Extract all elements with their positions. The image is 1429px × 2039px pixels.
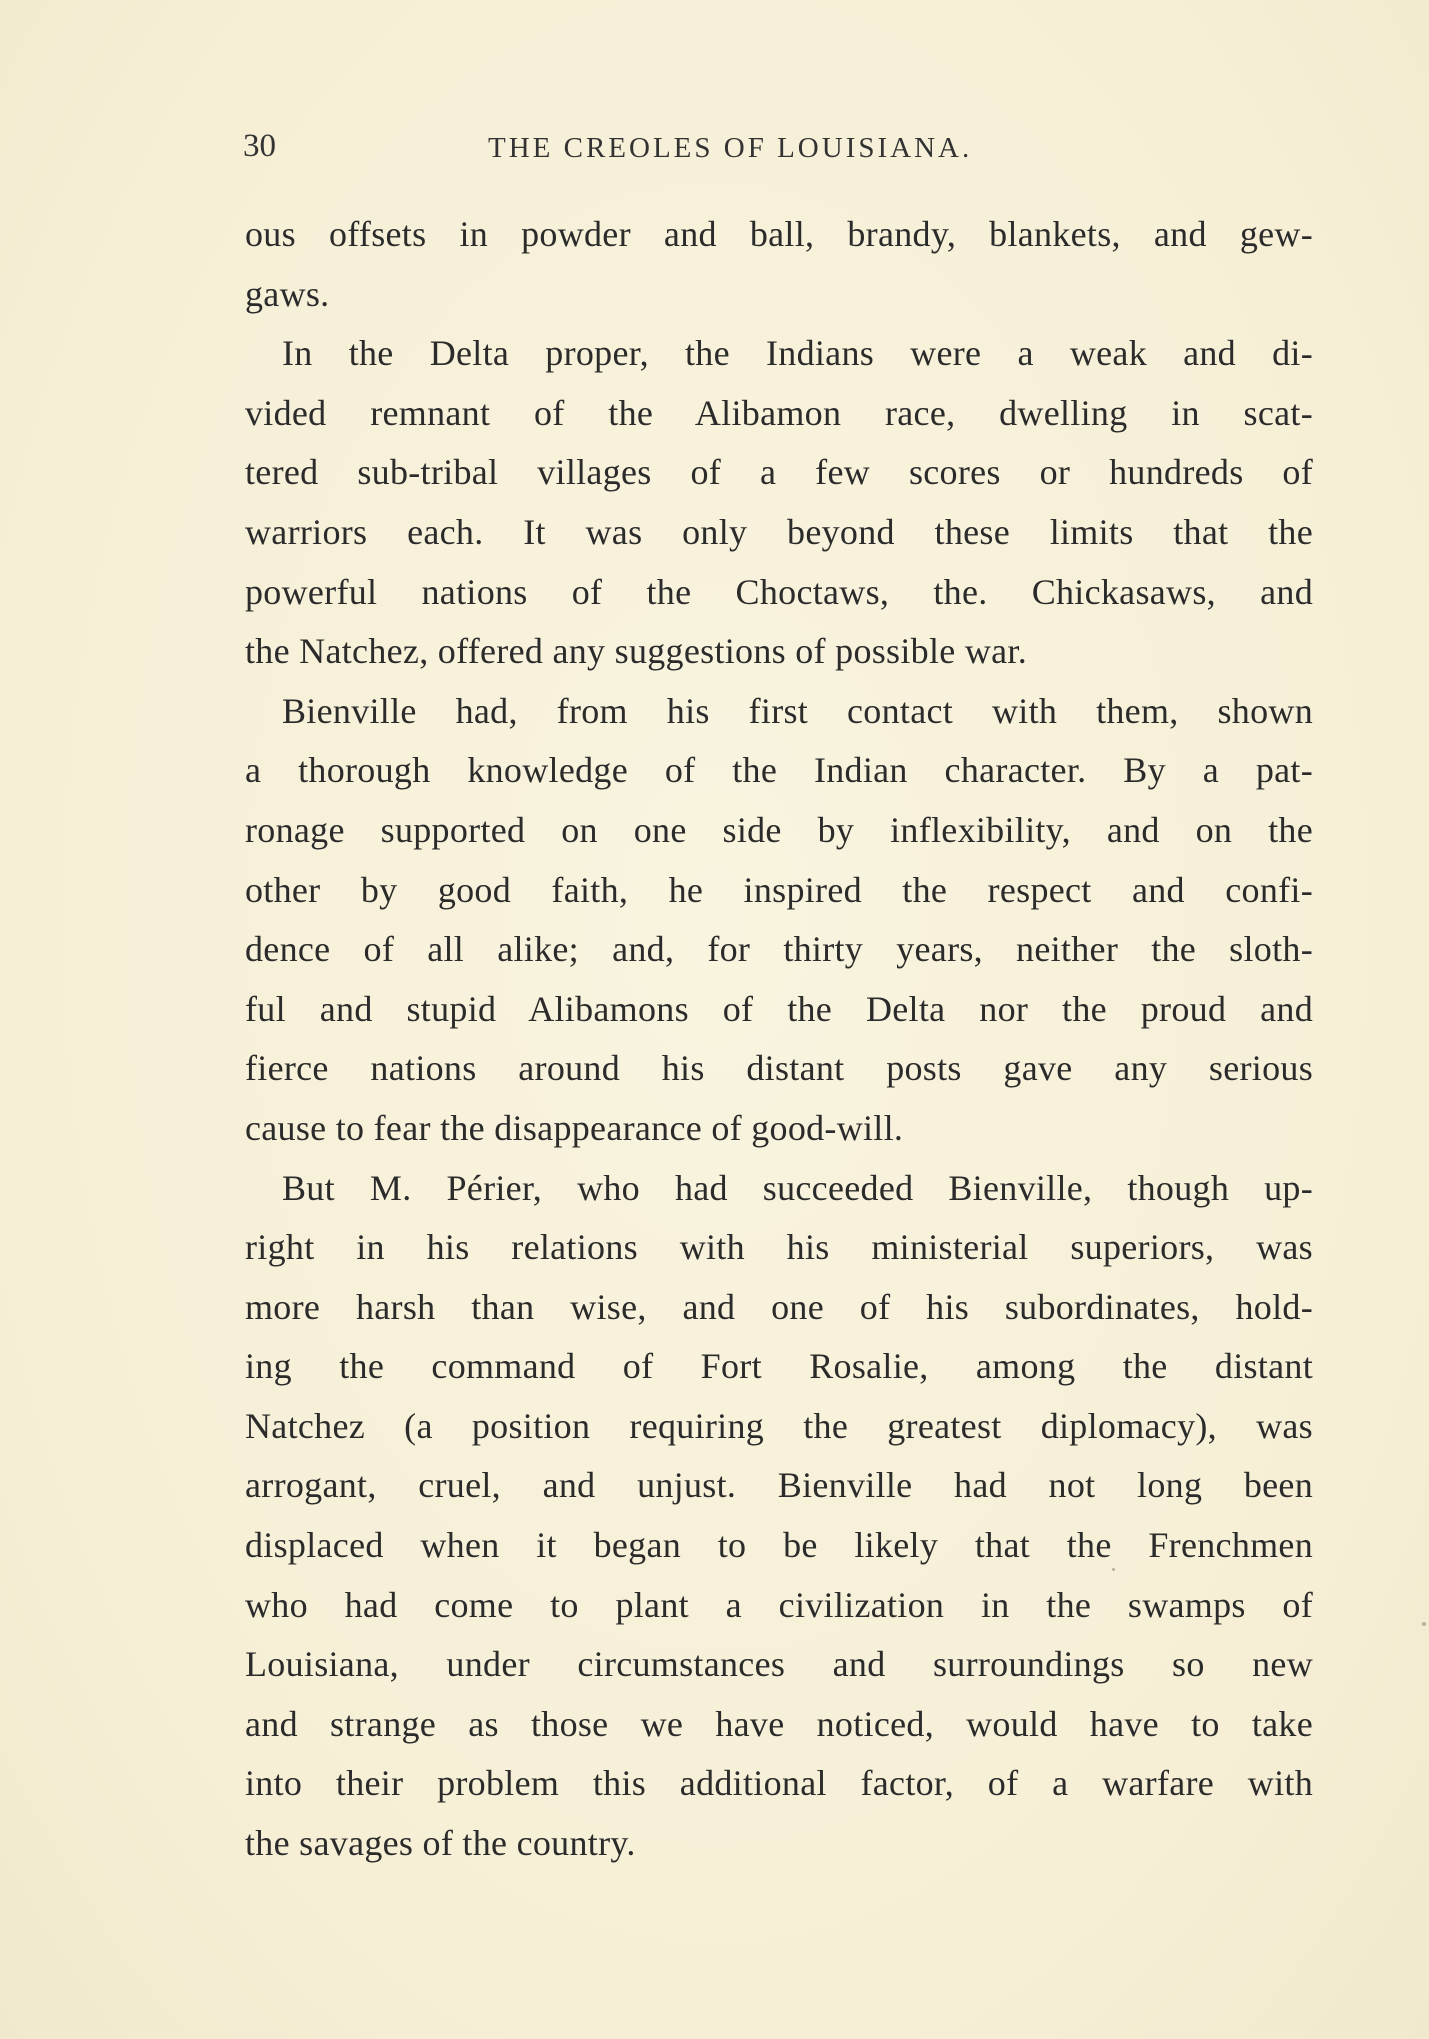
text-line: ous offsets in powder and ball, brandy, blankets, and gew- xyxy=(245,214,1313,254)
text-line: who had come to plant a civilization in the swamps of xyxy=(245,1584,1313,1625)
text-line: and strange as those we have noticed, would have to take xyxy=(245,1703,1313,1744)
text-line: ing the command of Fort Rosalie, among the distant xyxy=(245,1346,1313,1387)
paper-speck xyxy=(1422,1622,1426,1626)
text-line: ful and stupid Alibamons of the Delta nor the proud and xyxy=(245,988,1313,1029)
paper-speck xyxy=(1112,1568,1115,1571)
body-text xyxy=(245,205,1313,1874)
text-line: In the Delta proper, the Indians were a weak and di- xyxy=(282,333,1313,374)
text-line: other by good faith, he inspired the respect and confi- xyxy=(245,869,1313,910)
text-line: fierce nations around his distant posts gave any serious xyxy=(245,1048,1313,1089)
text-line: tered sub-tribal villages of a few scores or hundreds of xyxy=(245,452,1313,493)
text-line: displaced when it began to be likely that the Frenchmen xyxy=(245,1525,1313,1566)
text-line: cause to fear the disappearance of good-will. xyxy=(245,1107,904,1148)
text-line: gaws. xyxy=(245,273,330,314)
text-line: the savages of the country. xyxy=(245,1823,636,1864)
text-line: ronage supported on one side by inflexibility, and on the xyxy=(245,809,1313,850)
text-line: arrogant, cruel, and unjust. Bienville had not long been xyxy=(245,1465,1313,1506)
text-line: warriors each. It was only beyond these limits that the xyxy=(245,511,1313,552)
text-line: But M. Périer, who had succeeded Bienville, though up- xyxy=(282,1167,1313,1208)
text-line: powerful nations of the Choctaws, the. Chickasaws, and xyxy=(245,571,1313,612)
text-line: more harsh than wise, and one of his subordinates, hold- xyxy=(245,1286,1313,1327)
text-line: into their problem this additional factor, of a warfare with xyxy=(245,1763,1313,1804)
text-line: a thorough knowledge of the Indian character. By a pat- xyxy=(245,750,1313,791)
text-line: the Natchez, offered any suggestions of possible war. xyxy=(245,631,1028,672)
running-head xyxy=(243,128,1315,176)
text-line: Bienville had, from his first contact with them, shown xyxy=(282,690,1313,731)
text-line: right in his relations with his ministerial superiors, was xyxy=(245,1227,1313,1268)
text-line: Natchez (a position requiring the greatest diplomacy), was xyxy=(245,1405,1313,1446)
text-line: vided remnant of the Alibamon race, dwelling in scat- xyxy=(245,392,1313,433)
running-title: THE CREOLES OF LOUISIANA. xyxy=(488,132,973,164)
text-line: Louisiana, under circumstances and surroundings so new xyxy=(245,1644,1313,1685)
page-number: 30 xyxy=(243,128,276,164)
text-line: dence of all alike; and, for thirty years, neither the sloth- xyxy=(245,929,1313,970)
